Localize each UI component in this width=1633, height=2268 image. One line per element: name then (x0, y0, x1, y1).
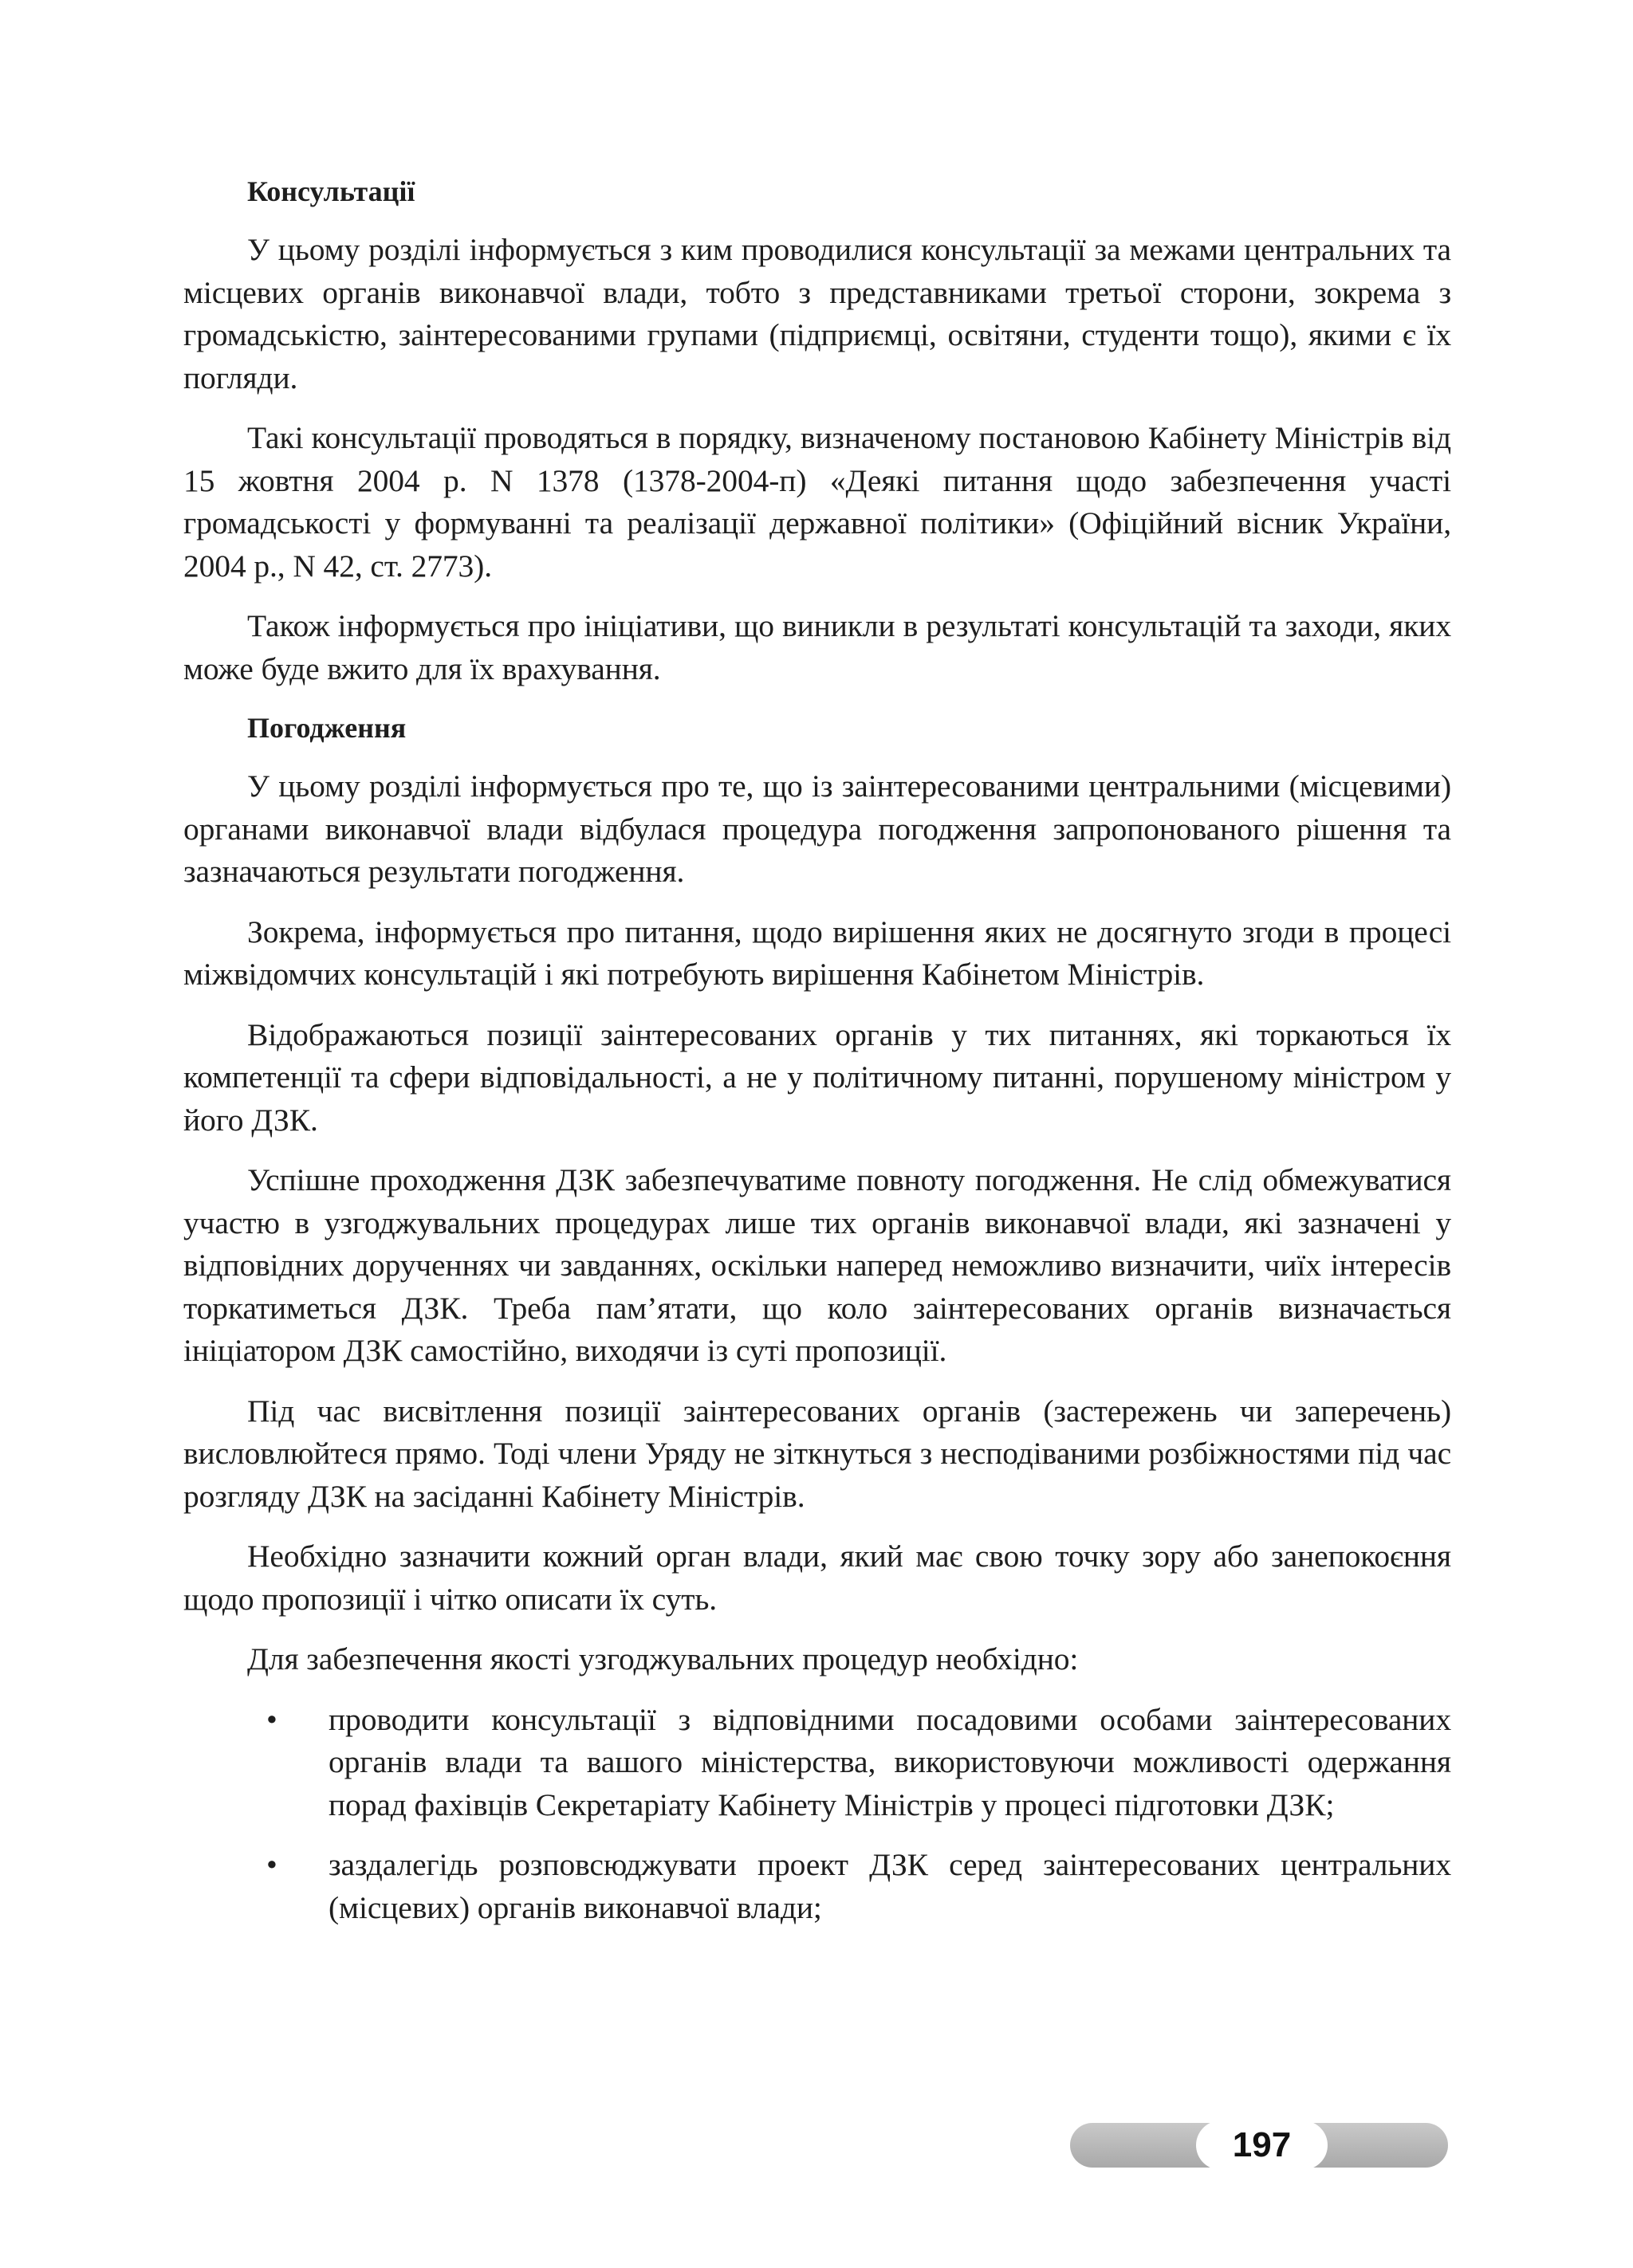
bullet-text: проводити консультації з відповідними посадовими особами заінтересованих органів влади та вашого міністерства, використовуючи можливості одержання порад фахівців Секретаріату Кабінету Міністрів у процесі підготовки ДЗК; (329, 1701, 1451, 1822)
paragraph: Успішне проходження ДЗК забезпечуватиме повноту погодження. Не слід обмежуватися участю в узгоджувальних процедурах лише тих органів виконавчої влади, які зазначені у відповідних дорученнях чи завданнях, оскільки наперед неможливо визначити, чиїх інтересів торкатиметься ДЗК. Треба пам’ятати, що коло заінтересованих органів визначається ініціатором ДЗК самостійно, виходячи із суті пропозиції. (183, 1162, 1451, 1368)
paragraph: Такі консультації проводяться в порядку, визначеному постановою Кабінету Міністрів від 15 жовтня 2004 р. N 1378 (1378-2004-п) «Деякі питання щодо забезпечення участі громадськості у формуванні та реалізації державної політики» (Офіційний вісник України, 2004 р., N 42, ст. 2773). (183, 420, 1451, 584)
bullet-text: заздалегідь розповсюджувати проект ДЗК серед заінтересованих центральних (місцевих) органів виконавчої влади; (329, 1847, 1451, 1925)
paragraph: Також інформується про ініціативи, що виникли в результаті консультацій та заходи, яких може буде вжито для їх врахування. (183, 608, 1451, 686)
paragraph: Під час висвітлення позиції заінтересованих органів (застережень чи заперечень) висловлюйтеся прямо. Тоді члени Уряду не зіткнуться з несподіваними розбіжностями під час розгляду ДЗК на засіданні Кабінету Міністрів. (183, 1393, 1451, 1514)
bullet-item (183, 1699, 1451, 1827)
section-heading-consultations: Консультації (247, 175, 415, 207)
paragraph: Відображаються позиції заінтересованих органів у тих питаннях, які торкаються їх компетенції та сфери відповідальності, а не у політичному питанні, порушеному міністром у його ДЗК. (183, 1016, 1451, 1138)
bullet-icon: • (266, 1701, 277, 1737)
section-heading-approval: Погодження (247, 712, 407, 744)
paragraph: У цьому розділі інформується з ким проводилися консультації за межами центральних та місцевих органів виконавчої влади, тобто з представниками третьої сторони, зокрема з громадськістю, заінтересованими групами (підприємці, освітяни, студенти тощо), якими є їх погляди. (183, 232, 1451, 395)
bullet-icon: • (266, 1847, 277, 1882)
paragraph: Зокрема, інформується про питання, щодо вирішення яких не досягнуто згоди в процесі міжвідомчих консультацій і які потребують вирішення Кабінетом Міністрів. (183, 914, 1451, 992)
paragraph: У цьому розділі інформується про те, що із заінтересованими центральними (місцевими) органами виконавчої влади відбулася процедура погодження запропонованого рішення та зазначаються результати погодження. (183, 768, 1451, 889)
page-number: 197 (1196, 2121, 1328, 2170)
page-content (183, 171, 1451, 1947)
paragraph-list-intro: Для забезпечення якості узгоджувальних процедур необхідно: (247, 1641, 1079, 1676)
bullet-item (183, 1844, 1451, 1929)
bullet-list (183, 1699, 1451, 1930)
paragraph: Необхідно зазначити кожний орган влади, який має свою точку зору або занепокоєння щодо пропозиції і чітко описати їх суть. (183, 1539, 1451, 1617)
